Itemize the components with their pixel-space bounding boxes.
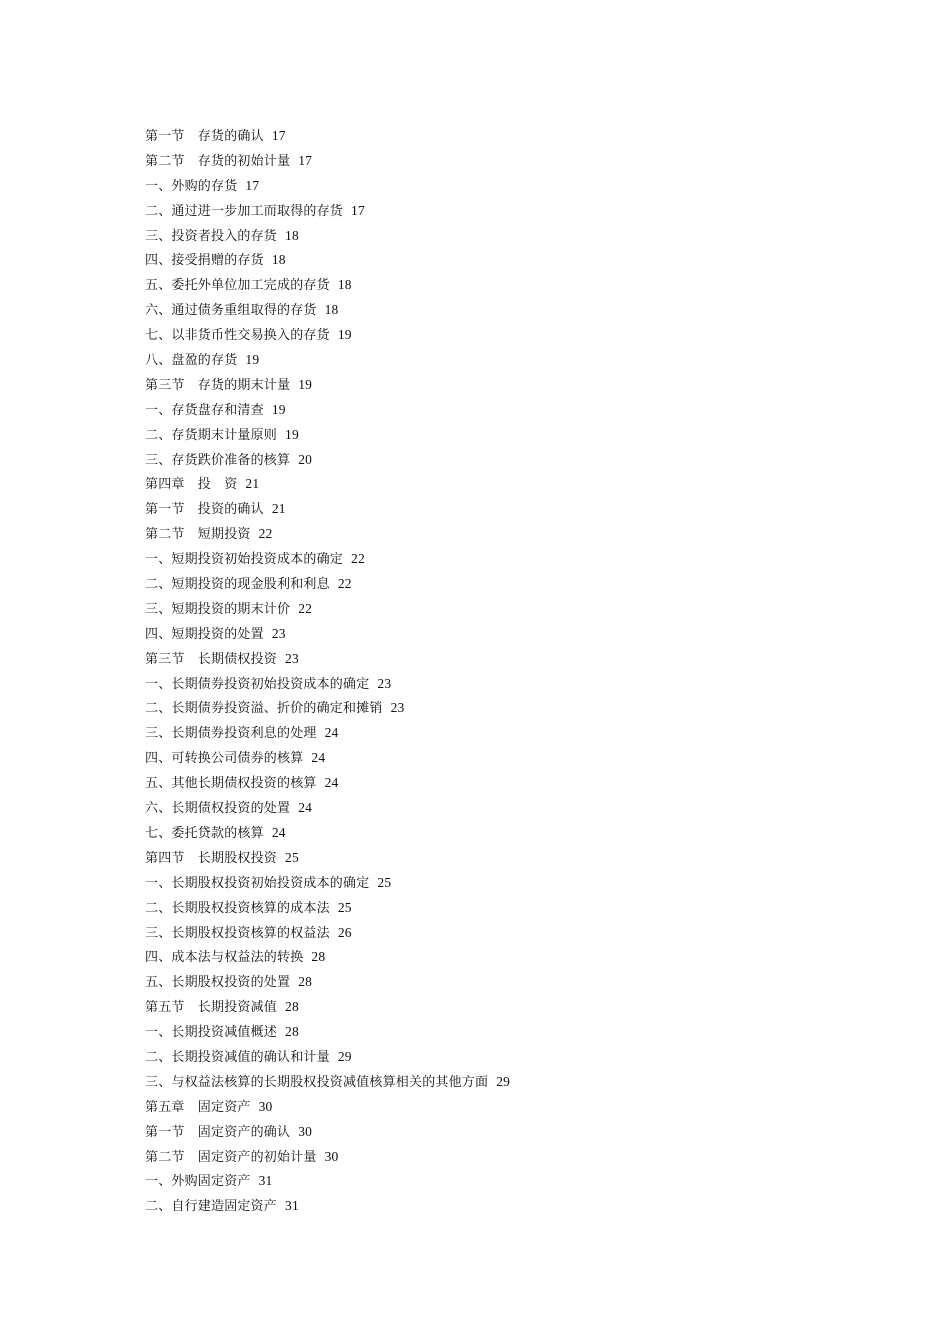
toc-entry-page-number: 24 bbox=[271, 824, 286, 840]
toc-entry-title: 四、接受捐赠的存货 bbox=[145, 253, 264, 269]
toc-entry-page-number: 23 bbox=[285, 650, 299, 666]
toc-entry bbox=[145, 1095, 510, 1120]
toc-entry bbox=[145, 1070, 510, 1095]
toc-entry-page-number: 28 bbox=[311, 949, 326, 965]
toc-entry-title: 五、委托外单位加工完成的存货 bbox=[145, 278, 330, 294]
toc-entry-title: 第三节 长期债权投资 bbox=[145, 651, 278, 667]
toc-entry-page-number: 21 bbox=[271, 501, 286, 517]
toc-entry-title: 四、短期投资的处置 bbox=[145, 626, 264, 642]
toc-entry-page-number: 30 bbox=[298, 1123, 313, 1139]
toc-entry-page-number: 18 bbox=[337, 277, 352, 293]
toc-entry-title: 二、通过进一步加工而取得的存货 bbox=[145, 203, 344, 219]
toc-entry-page-number: 19 bbox=[298, 376, 313, 392]
toc-entry-title: 五、长期股权投资的处置 bbox=[145, 975, 291, 991]
toc-entry bbox=[145, 945, 510, 970]
toc-entry bbox=[145, 398, 510, 423]
toc-entry-title: 六、长期债权投资的处置 bbox=[145, 801, 291, 817]
toc-entry-page-number: 18 bbox=[285, 227, 299, 243]
toc-entry bbox=[145, 821, 510, 846]
toc-entry-page-number: 23 bbox=[271, 625, 286, 641]
toc-entry-page-number: 22 bbox=[258, 526, 273, 542]
toc-entry-page-number: 19 bbox=[271, 401, 286, 417]
toc-entry bbox=[145, 970, 510, 995]
toc-entry-page-number: 28 bbox=[285, 999, 299, 1015]
toc-entry bbox=[145, 1045, 510, 1070]
toc-entry-title: 二、存货期末计量原则 bbox=[145, 427, 278, 443]
toc-entry bbox=[145, 796, 510, 821]
toc-entry-title: 一、外购固定资产 bbox=[145, 1174, 251, 1190]
toc-entry bbox=[145, 597, 510, 622]
toc-entry-page-number: 24 bbox=[324, 725, 339, 741]
toc-entry bbox=[145, 995, 510, 1020]
toc-entry-page-number: 19 bbox=[285, 426, 299, 442]
toc-entry-page-number: 24 bbox=[298, 800, 313, 816]
toc-entry bbox=[145, 323, 510, 348]
toc-entry bbox=[145, 423, 510, 448]
toc-entry-title: 一、外购的存货 bbox=[145, 178, 238, 194]
toc-entry bbox=[145, 124, 510, 149]
toc-entry bbox=[145, 846, 510, 871]
toc-entry-title: 二、长期债券投资溢、折价的确定和摊销 bbox=[145, 701, 383, 717]
toc-entry-title: 四、成本法与权益法的转换 bbox=[145, 950, 304, 966]
toc-entry-page-number: 24 bbox=[324, 775, 339, 791]
toc-entry-title: 七、以非货币性交易换入的存货 bbox=[145, 328, 330, 344]
toc-entry bbox=[145, 896, 510, 921]
toc-entry bbox=[145, 1169, 510, 1194]
toc-entry-page-number: 22 bbox=[337, 576, 352, 592]
toc-entry bbox=[145, 149, 510, 174]
toc-entry-title: 二、短期投资的现金股利和利息 bbox=[145, 577, 330, 593]
toc-entry-page-number: 17 bbox=[351, 202, 365, 218]
toc-entry-title: 八、盘盈的存货 bbox=[145, 353, 238, 369]
toc-entry-page-number: 28 bbox=[298, 974, 313, 990]
toc-entry-page-number: 17 bbox=[271, 128, 286, 143]
toc-entry-page-number: 30 bbox=[324, 1148, 339, 1164]
toc-entry bbox=[145, 248, 510, 273]
toc-entry-title: 第四节 长期股权投资 bbox=[145, 850, 278, 866]
toc-entry-title: 二、长期投资减值的确认和计量 bbox=[145, 1049, 330, 1065]
toc-entry-title: 第二节 短期投资 bbox=[145, 527, 251, 543]
toc-entry-title: 第二节 存货的初始计量 bbox=[145, 153, 291, 169]
toc-entry bbox=[145, 1020, 510, 1045]
toc-entry-page-number: 23 bbox=[390, 700, 405, 716]
toc-entry-page-number: 26 bbox=[337, 924, 352, 940]
toc-entry bbox=[145, 572, 510, 597]
toc-entry-title: 第三节 存货的期末计量 bbox=[145, 377, 291, 393]
toc-entry bbox=[145, 348, 510, 373]
toc-entry-title: 第一节 固定资产的确认 bbox=[145, 1124, 291, 1140]
toc-entry bbox=[145, 472, 510, 497]
toc-entry-title: 三、长期股权投资核算的权益法 bbox=[145, 925, 330, 941]
toc-entry-page-number: 31 bbox=[285, 1198, 299, 1214]
toc-entry bbox=[145, 448, 510, 473]
toc-entry-page-number: 25 bbox=[377, 874, 392, 890]
toc-entry-page-number: 18 bbox=[324, 302, 339, 318]
toc-entry-page-number: 25 bbox=[285, 849, 299, 865]
toc-entry bbox=[145, 921, 510, 946]
toc-entry bbox=[145, 622, 510, 647]
toc-entry bbox=[145, 1120, 510, 1145]
toc-entry bbox=[145, 373, 510, 398]
toc-entry bbox=[145, 522, 510, 547]
toc-entry bbox=[145, 871, 510, 896]
toc-entry bbox=[145, 672, 510, 697]
toc-entry-page-number: 30 bbox=[258, 1098, 273, 1114]
toc-entry bbox=[145, 497, 510, 522]
toc-entry-title: 第二节 固定资产的初始计量 bbox=[145, 1149, 317, 1165]
toc-entry-title: 五、其他长期债权投资的核算 bbox=[145, 776, 317, 792]
toc-entry-page-number: 22 bbox=[351, 551, 365, 567]
toc-entry-page-number: 17 bbox=[245, 177, 260, 193]
toc-entry-page-number: 18 bbox=[271, 252, 286, 268]
toc-entry bbox=[145, 696, 510, 721]
toc-entry-title: 七、委托贷款的核算 bbox=[145, 825, 264, 841]
toc-entry-page-number: 20 bbox=[298, 451, 313, 467]
toc-entry-page-number: 28 bbox=[285, 1024, 299, 1040]
toc-entry-page-number: 29 bbox=[337, 1048, 352, 1064]
toc-entry-title: 一、长期债券投资初始投资成本的确定 bbox=[145, 676, 370, 692]
toc-entry bbox=[145, 547, 510, 572]
toc-entry-title: 第五章 固定资产 bbox=[145, 1099, 251, 1115]
toc-entry-title: 三、短期投资的期末计价 bbox=[145, 601, 291, 617]
toc-entry-title: 第一节 投资的确认 bbox=[145, 502, 264, 518]
toc-entry-page-number: 21 bbox=[245, 476, 260, 492]
toc-entry bbox=[145, 224, 510, 249]
toc-entry bbox=[145, 298, 510, 323]
toc-entry-title: 二、自行建造固定资产 bbox=[145, 1199, 278, 1215]
toc-entry-page-number: 31 bbox=[258, 1173, 273, 1189]
toc-entry-title: 第一节 存货的确认 bbox=[145, 129, 264, 144]
toc-entry bbox=[145, 647, 510, 672]
toc-entry-title: 六、通过债务重组取得的存货 bbox=[145, 303, 317, 319]
toc-entry bbox=[145, 746, 510, 771]
toc-entry-title: 一、长期股权投资初始投资成本的确定 bbox=[145, 875, 370, 891]
toc-entry-page-number: 25 bbox=[337, 899, 352, 915]
toc-entry-title: 三、存货跌价准备的核算 bbox=[145, 452, 291, 468]
toc-entry-title: 三、与权益法核算的长期股权投资减值核算相关的其他方面 bbox=[145, 1074, 489, 1090]
toc-entry-title: 四、可转换公司债券的核算 bbox=[145, 751, 304, 767]
toc-entry-title: 一、存货盘存和清查 bbox=[145, 402, 264, 418]
toc-entry bbox=[145, 721, 510, 746]
toc-entry-page-number: 17 bbox=[298, 152, 313, 168]
toc-entry-title: 一、长期投资减值概述 bbox=[145, 1025, 278, 1041]
toc-entry bbox=[145, 771, 510, 796]
toc-entry-title: 三、投资者投入的存货 bbox=[145, 228, 278, 244]
toc-entry-title: 二、长期股权投资核算的成本法 bbox=[145, 900, 330, 916]
toc-entry-page-number: 19 bbox=[245, 352, 260, 368]
toc-entry-page-number: 22 bbox=[298, 600, 313, 616]
toc-entry-page-number: 23 bbox=[377, 675, 392, 691]
toc-entry bbox=[145, 1145, 510, 1170]
toc-entry bbox=[145, 1194, 510, 1219]
toc-entry-page-number: 19 bbox=[337, 327, 352, 343]
toc-entry bbox=[145, 174, 510, 199]
toc-entry-page-number: 24 bbox=[311, 750, 326, 766]
toc-entry-page-number: 29 bbox=[496, 1073, 511, 1089]
toc-entry bbox=[145, 199, 510, 224]
toc-entry-title: 三、长期债券投资利息的处理 bbox=[145, 726, 317, 742]
table-of-contents bbox=[145, 124, 510, 1219]
toc-entry-title: 第五节 长期投资减值 bbox=[145, 1000, 278, 1016]
toc-entry-title: 一、短期投资初始投资成本的确定 bbox=[145, 552, 344, 568]
toc-entry bbox=[145, 273, 510, 298]
toc-entry-title: 第四章 投 资 bbox=[145, 477, 238, 493]
